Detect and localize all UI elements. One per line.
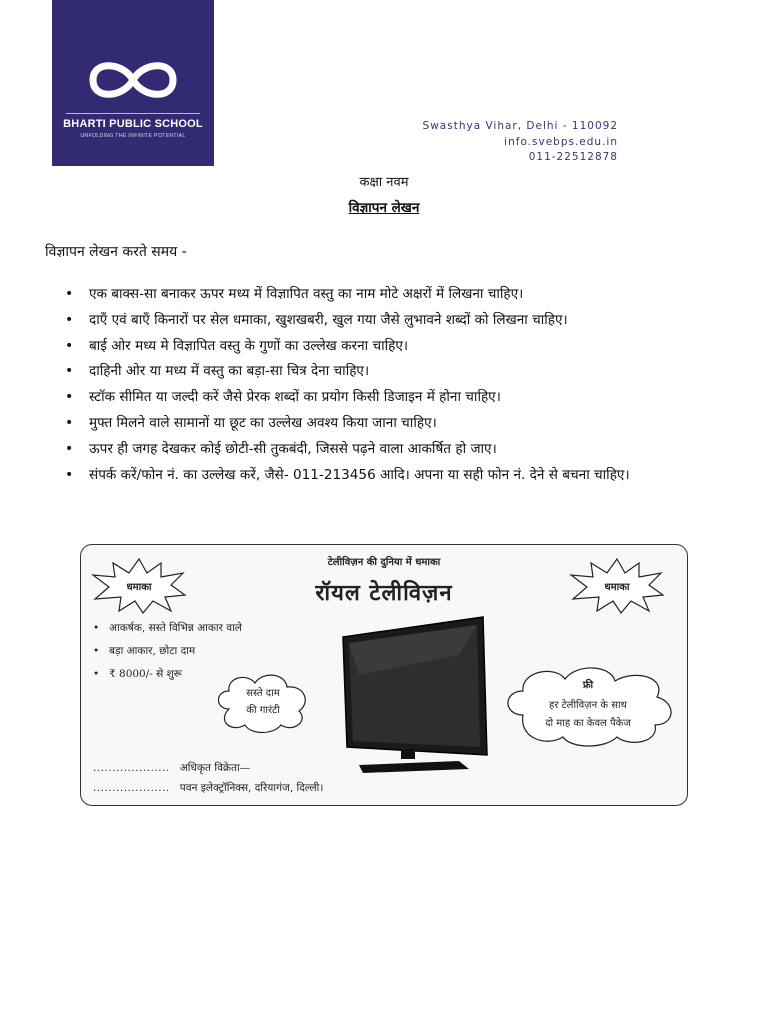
cloud-right-line-2: हर टेलीविज़न के साथ (549, 700, 627, 711)
school-tagline: UNFOLDING THE INFINITE POTENTIAL (80, 133, 186, 139)
burst-left-label: धमाका (126, 582, 152, 593)
dotted-blank: .................... (93, 782, 170, 794)
ad-subtitle: टेलीविज़न की दुनिया में धमाका (327, 557, 441, 568)
intro-text: विज्ञापन लेखन करते समय - (45, 244, 187, 260)
cloud-left-line-2: की गारंटी (246, 705, 280, 716)
page-title: विज्ञापन लेखन (348, 200, 420, 216)
school-phone: 011-22512878 (528, 151, 618, 163)
dealer-line-1 (93, 761, 250, 775)
school-name: BHARTI PUBLIC SCHOOL (63, 118, 203, 130)
television-icon (339, 615, 489, 775)
list-item: • बाई ओर मध्य मे विज्ञापित वस्तु के गुणों का उल्लेख करना चाहिए। (45, 334, 735, 360)
list-item: • संपर्क करें/फोन नं. का उल्लेख करें, जैसे- 011-213456 आदि। अपना या सही फोन नं. देने से बचना चाहिए। (45, 463, 735, 489)
class-label: कक्षा नवम (359, 175, 409, 190)
school-address: Swasthya Vihar, Delhi - 110092 (422, 120, 618, 132)
cloud-left-line-1: सस्ते दाम (246, 688, 280, 699)
school-email: info.svebps.edu.in (504, 135, 618, 148)
list-item: • दाहिनी ओर या मध्य में वस्तु का बड़ा-सा चित्र देना चाहिए। (45, 359, 735, 385)
list-item: • बड़ा आकार, छोटा दाम (93, 640, 242, 663)
dealer-name: पवन इलेक्ट्रॉनिक्स, दरियागंज, दिल्ली। (179, 782, 324, 794)
sample-advertisement (80, 544, 688, 806)
list-item: • ऊपर ही जगह देखकर कोई छोटी-सी तुकबंदी, जिससे पढ़ने वाला आकर्षित हो जाए। (45, 437, 735, 463)
cloud-left (211, 669, 315, 735)
list-item: • एक बाक्स-सा बनाकर ऊपर मध्य में विज्ञापित वस्तु का नाम मोटे अक्षरों में लिखना चाहिए। (45, 282, 735, 308)
ad-brand-title: रॉयल टेलीविज़न (315, 580, 453, 606)
school-logo (52, 0, 214, 166)
list-item: • ₹ 8000/- से शुरू (93, 663, 242, 686)
guideline-list (45, 282, 735, 488)
cloud-right-line-1: फ्री (582, 680, 594, 691)
cloud-right-line-3: दो माह का केवल पैकेज (545, 718, 631, 729)
dotted-blank: .................... (93, 762, 170, 774)
burst-left (91, 557, 187, 615)
dealer-line-2 (93, 781, 323, 795)
dealer-label: अधिकृत विक्रेता— (179, 762, 251, 774)
logo-divider (66, 113, 200, 114)
burst-right-label: धमाका (604, 582, 630, 593)
list-item: • स्टॉक सीमित या जल्दी करें जैसे प्रेरक शब्दों का प्रयोग किसी डिजाइन में होना चाहिए। (45, 385, 735, 411)
list-item: • दाएँ एवं बाएँ किनारों पर सेल धमाका, खुशखबरी, खुल गया जैसे लुभावने शब्दों को लिखना चाहिए। (45, 308, 735, 334)
list-item: • मुफ्त मिलने वाले सामानों या छूट का उल्लेख अवश्य किया जाना चाहिए। (45, 411, 735, 437)
list-item: • आकर्षक, सस्ते विभिन्न आकार वाले (93, 617, 242, 640)
burst-right (569, 557, 665, 615)
infinity-logo-icon (85, 52, 181, 108)
cloud-right (499, 663, 677, 749)
school-contact (423, 119, 618, 166)
